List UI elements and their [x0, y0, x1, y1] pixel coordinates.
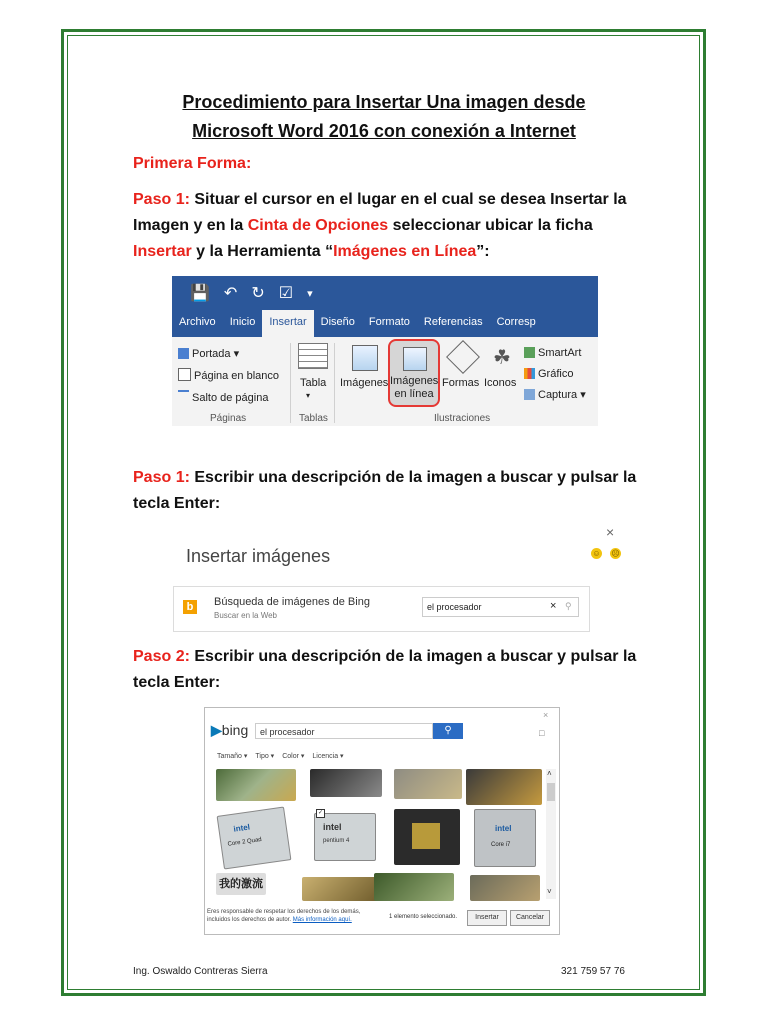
filter-color[interactable]: Color ▾ — [282, 753, 305, 760]
more-info-link[interactable]: Más información aquí. — [292, 917, 352, 923]
result-image[interactable] — [314, 813, 376, 861]
ribbon-tabs — [172, 310, 598, 337]
result-image[interactable] — [474, 809, 536, 867]
bing-results-search-input[interactable] — [255, 723, 433, 739]
title-line-1: Procedimiento para Insertar Una imagen desde — [182, 92, 586, 112]
filter-licencia[interactable]: Licencia ▾ — [312, 753, 344, 760]
result-image[interactable] — [216, 769, 296, 801]
step-2a-text: Escribir una descripción de la imagen a buscar y pulsar la tecla Enter: — [133, 469, 637, 512]
blank-page-icon — [178, 368, 191, 381]
step-2a-paragraph — [133, 465, 643, 517]
grafico-button[interactable]: Gráfico — [524, 364, 586, 385]
shapes-icon — [446, 340, 480, 374]
bing-b-icon: ▶ — [211, 722, 222, 738]
smartart-icon — [524, 347, 535, 358]
imagenes-en-linea-button[interactable] — [388, 339, 440, 407]
chip-core2-label: Core 2 Quad — [227, 836, 263, 848]
pagina-en-blanco-button[interactable]: Página en blanco — [178, 365, 279, 387]
step-1-text-a: Situar el cursor en el lugar en el cual se desea Insertar la Imagen y en la — [133, 191, 627, 234]
tabla-dropdown-icon: ▾ — [306, 391, 311, 400]
result-image[interactable] — [374, 873, 454, 901]
results-scrollbar[interactable] — [546, 769, 556, 899]
chart-icon — [524, 368, 535, 379]
cover-page-icon — [178, 348, 189, 359]
step-1-paragraph — [133, 187, 643, 265]
ribbon-body — [172, 337, 598, 426]
step-2a-label: Paso 1: — [133, 469, 190, 486]
tab-diseno[interactable]: Diseño — [320, 316, 355, 328]
result-image[interactable] — [217, 807, 292, 870]
undo-icon[interactable]: ↶ — [223, 285, 238, 302]
save-icon[interactable]: 💾 — [190, 285, 210, 302]
clear-search-icon[interactable]: × — [550, 600, 557, 612]
tab-referencias[interactable]: Referencias — [423, 316, 483, 328]
selected-checkbox[interactable]: ✓ — [317, 810, 324, 816]
customize-dropdown-icon[interactable]: ▾ — [307, 287, 313, 300]
tab-insertar[interactable]: Insertar — [262, 310, 313, 337]
step-1-text-b: seleccionar ubicar la ficha — [392, 217, 593, 234]
chip-corei7-label: Core i7 — [491, 842, 511, 848]
feedback-icon[interactable]: □ — [539, 728, 545, 738]
frown-feedback-icon[interactable]: ☹ — [611, 549, 620, 558]
bing-image-search-row — [173, 586, 590, 632]
chip-pentium-label: pentium 4 — [323, 838, 350, 844]
insert-images-dialog-title: Insertar imágenes — [186, 546, 331, 566]
bing-results-window — [204, 707, 560, 935]
group-label-tablas: Tablas — [299, 413, 328, 424]
step-1-label: Paso 1: — [133, 191, 190, 208]
bing-results-query: el procesador — [260, 727, 315, 737]
bing-search-query: el procesador — [427, 602, 482, 612]
step-2b-label: Paso 2: — [133, 648, 190, 665]
step-2b-paragraph — [133, 644, 643, 696]
chip-intel-logo-2: intel — [323, 822, 342, 832]
pictures-icon — [352, 345, 378, 371]
result-image[interactable] — [310, 769, 382, 797]
group-label-ilustraciones: Ilustraciones — [434, 413, 491, 424]
notice-line-2: incluidos los derechos de autor. — [207, 917, 292, 923]
search-icon[interactable]: ⚲ — [565, 601, 572, 611]
scroll-down-icon[interactable]: ˅ — [547, 887, 552, 896]
selection-status: 1 elemento seleccionado. — [389, 914, 458, 920]
tab-formato[interactable]: Formato — [368, 316, 410, 328]
filter-tamano[interactable]: Tamaño ▾ — [217, 753, 248, 760]
footer-phone: 321 759 57 76 — [561, 966, 625, 977]
formas-button[interactable]: Formas — [442, 377, 480, 389]
filter-bar — [217, 752, 344, 760]
tab-correspondencia[interactable]: Corresp — [496, 316, 536, 328]
footer-author: Ing. Oswaldo Contreras Sierra — [133, 966, 268, 977]
scroll-up-icon[interactable]: ˄ — [547, 769, 552, 778]
filter-tipo[interactable]: Tipo ▾ — [255, 753, 275, 760]
result-image[interactable] — [466, 769, 542, 805]
iconos-button[interactable]: Iconos — [484, 377, 517, 389]
chinese-text: 我的激流 — [219, 878, 263, 890]
bing-search-source-subtitle: Buscar en la Web — [214, 611, 277, 620]
icons-icon: ☘ — [493, 347, 511, 369]
bing-search-source-title: Búsqueda de imágenes de Bing — [214, 596, 370, 608]
scrollbar-thumb[interactable] — [547, 783, 555, 801]
step-1-text-d: ”: — [476, 243, 490, 260]
cancel-button[interactable]: Cancelar — [510, 910, 550, 926]
result-image[interactable] — [302, 877, 382, 901]
page-break-icon — [178, 390, 189, 403]
quick-access-toolbar — [172, 276, 598, 310]
step-2b-text: Escribir una descripción de la imagen a buscar y pulsar la tecla Enter: — [133, 648, 637, 691]
step-1-highlight-a: Cinta de Opciones — [247, 217, 389, 234]
imagenes-en-linea-label-2: en línea — [394, 388, 434, 400]
result-image[interactable] — [216, 873, 266, 895]
step-1-text-c: y la Herramienta “ — [196, 243, 334, 260]
portada-button[interactable]: Portada ▾ — [178, 343, 279, 365]
redo-icon[interactable]: ↻ — [251, 285, 265, 302]
copyright-notice — [207, 908, 360, 924]
table-icon — [298, 343, 328, 369]
notice-line-1: Eres responsable de respetar los derechos de los demás, — [207, 909, 361, 915]
result-image[interactable] — [394, 809, 460, 865]
dialog-close-button[interactable]: × — [606, 524, 615, 540]
bing-logo-icon: b — [183, 600, 197, 614]
chip-intel-logo: intel — [232, 822, 251, 834]
tabla-button[interactable]: Tabla — [300, 377, 327, 389]
captura-button[interactable]: Captura ▾ — [524, 385, 586, 406]
online-pictures-icon — [403, 347, 427, 371]
imagenes-en-linea-label-1: Imágenes — [390, 375, 439, 387]
checklist-icon[interactable]: ☑ — [278, 285, 294, 302]
step-1-highlight-c: Imágenes en Línea — [333, 243, 477, 260]
document-title — [100, 88, 668, 146]
imagenes-button[interactable]: Imágenes — [340, 377, 389, 389]
bing-brand: ▶bing — [211, 722, 249, 738]
salto-de-pagina-button[interactable]: Salto de página — [178, 387, 279, 409]
insert-button[interactable]: Insertar — [467, 910, 507, 926]
tab-inicio[interactable]: Inicio — [229, 316, 256, 328]
bing-search-button[interactable]: ⚲ — [433, 723, 463, 739]
smartart-button[interactable]: SmartArt — [524, 343, 586, 364]
result-image[interactable] — [470, 875, 540, 901]
step-1-highlight-b: Insertar — [133, 243, 192, 260]
word-ribbon-screenshot — [172, 276, 598, 426]
image-results-grid — [208, 769, 542, 901]
bing-window-close-icon[interactable]: × — [543, 710, 549, 720]
bing-search-input[interactable] — [422, 597, 579, 617]
subheading: Primera Forma: — [133, 155, 252, 172]
result-image[interactable] — [394, 769, 462, 799]
chip-intel-logo-3: intel — [495, 824, 512, 833]
tab-archivo[interactable]: Archivo — [179, 316, 216, 328]
smile-feedback-icon[interactable]: ☺ — [592, 549, 601, 558]
title-line-2: Microsoft Word 2016 con conexión a Internet — [192, 121, 576, 141]
group-label-paginas: Páginas — [210, 413, 247, 424]
screenshot-icon — [524, 389, 535, 400]
